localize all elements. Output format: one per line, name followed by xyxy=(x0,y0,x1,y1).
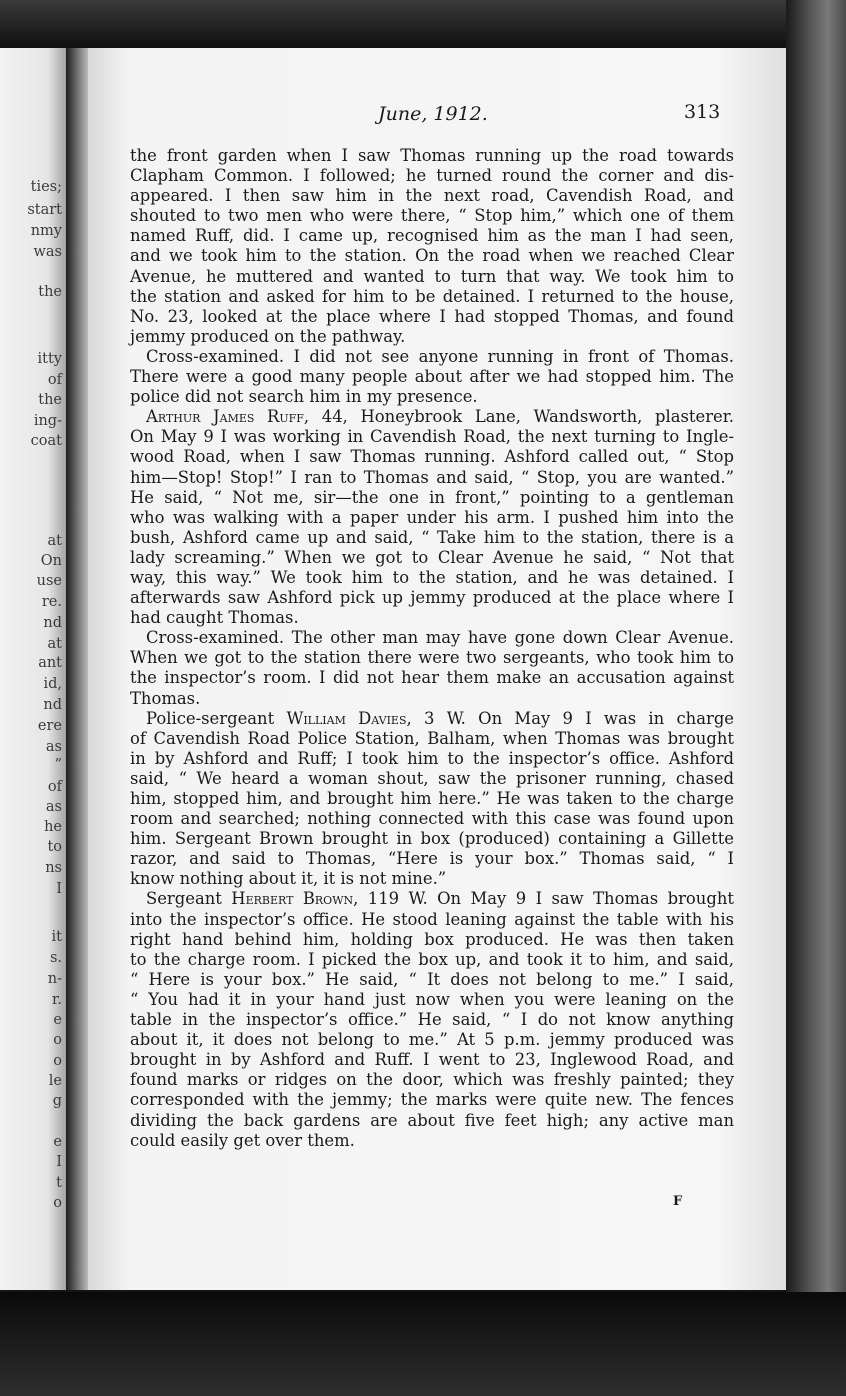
text-line: had caught Thomas. xyxy=(130,608,299,628)
text-line: He said, “ Not me, sir—the one in front,” pointing to a gentleman xyxy=(130,487,734,507)
facing-page-text-fragment: e xyxy=(53,1012,62,1028)
facing-page-text-fragment: at xyxy=(47,636,62,652)
text-line: into the inspector’s office. He stood leaning against the table with his xyxy=(130,909,734,929)
text-fragment: Sergeant xyxy=(146,889,222,909)
text-line: “ Here is your box.” He said, “ It does not belong to me.” I said, xyxy=(130,969,734,989)
facing-page-text-fragment: ” xyxy=(54,757,62,773)
witness-line xyxy=(130,407,734,427)
facing-page-text-fragment: use xyxy=(36,573,62,589)
witness-name: Arthur James Ruff, xyxy=(146,407,310,427)
text-line: the station and asked for him to be detained. I returned to the house, xyxy=(130,286,734,306)
facing-page-text-fragment: re. xyxy=(41,594,62,610)
text-line: police did not search him in my presence. xyxy=(130,387,478,407)
text-line: Cross-examined. The other man may have gone down Clear Avenue. xyxy=(146,628,734,648)
text-line: him. Sergeant Brown brought in box (produced) containing a Gillette xyxy=(130,829,734,849)
facing-page-text-fragment: e xyxy=(53,1134,62,1150)
facing-page-text-fragment: as xyxy=(45,739,62,755)
text-line: On May 9 I was working in Cavendish Road, the next turning to Ingle- xyxy=(130,427,734,447)
text-line: found marks or ridges on the door, which was freshly painted; they xyxy=(130,1070,734,1090)
facing-page-text-fragment: the xyxy=(38,392,62,408)
facing-page-text-fragment: o xyxy=(53,1195,62,1211)
text-line: razor, and said to Thomas, “Here is your box.” Thomas said, “ I xyxy=(130,849,734,869)
facing-page-text-fragment: start xyxy=(27,202,62,218)
facing-page-text-fragment: he xyxy=(44,819,62,835)
scanner-bottom-border xyxy=(0,1292,846,1396)
text-line: and we took him to the station. On the road when we reached Clear xyxy=(130,246,734,266)
facing-page-text-fragment: ing- xyxy=(33,413,62,429)
text-line: wood Road, when I saw Thomas running. Ashford called out, “ Stop xyxy=(130,447,734,467)
facing-page-text-fragment: of xyxy=(47,372,62,388)
text-line: dividing the back gardens are about five feet high; any active man xyxy=(130,1110,734,1130)
text-line: said, “ We heard a woman shout, saw the prisoner running, chased xyxy=(130,768,734,788)
text-line: way, this way.” We took him to the station, and he was detained. I xyxy=(130,567,734,587)
facing-page-text-fragment: ant xyxy=(38,655,62,671)
text-line: appeared. I then saw him in the next road, Cavendish Road, and xyxy=(130,186,734,206)
facing-page-text-fragment: it xyxy=(51,929,62,945)
facing-page-text-fragment: the xyxy=(38,284,62,300)
text-line: corresponded with the jemmy; the marks were quite new. The fences xyxy=(130,1090,734,1110)
text-fragment: Police-sergeant xyxy=(146,708,275,728)
facing-page-text-fragment: s. xyxy=(49,950,62,966)
facing-page-text-fragment: coat xyxy=(30,433,62,449)
text-line: shouted to two men who were there, “ Stop him,” which one of them xyxy=(130,206,734,226)
facing-page-text-fragment: of xyxy=(47,779,62,795)
text-line: brought in by Ashford and Ruff. I went to 23, Inglewood Road, and xyxy=(130,1050,734,1070)
witness-line xyxy=(130,889,734,909)
facing-page-text-fragment: nd xyxy=(43,615,62,631)
text-line: When we got to the station there were two sergeants, who took him to xyxy=(130,648,734,668)
witness-name: William Davies, xyxy=(286,708,412,728)
text-line: No. 23, looked at the place where I had stopped Thomas, and found xyxy=(130,306,734,326)
text-line: him—Stop! Stop!” I ran to Thomas and said, “ Stop, you are wanted.” xyxy=(130,467,734,487)
text-line: jemmy produced on the pathway. xyxy=(130,326,406,346)
facing-page-text-fragment: On xyxy=(40,553,62,569)
text-line: the inspector’s room. I did not hear them make an accusation against xyxy=(130,668,734,688)
facing-page-text-fragment: as xyxy=(45,799,62,815)
body-text xyxy=(130,146,734,1151)
signature-mark: F xyxy=(673,1194,683,1209)
text-line: Clapham Common. I followed; he turned round the corner and dis- xyxy=(130,166,734,186)
facing-page-edge xyxy=(0,48,68,1290)
facing-page-text-fragment: I xyxy=(56,881,62,897)
facing-page-text-fragment: o xyxy=(53,1053,62,1069)
facing-page-text-fragment: at xyxy=(47,533,62,549)
facing-page-text-fragment: n- xyxy=(47,971,62,987)
text-line: table in the inspector’s office.” He said, “ I do not know anything xyxy=(130,1010,734,1030)
scanner-right-border xyxy=(786,0,846,1396)
witness-line xyxy=(130,709,734,729)
facing-page-text-fragment: ere xyxy=(37,718,62,734)
text-line: There were a good many people about after we had stopped him. The xyxy=(130,367,734,387)
facing-page-text-fragment: t xyxy=(56,1175,62,1191)
facing-page-text-fragment: nd xyxy=(43,697,62,713)
running-head: June, 1912. xyxy=(378,103,488,125)
facing-page-text-fragment: ns xyxy=(45,860,62,876)
text-line: to the charge room. I picked the box up, and took it to him, and said, xyxy=(130,949,734,969)
text-line: Cross-examined. I did not see anyone running in front of Thomas. xyxy=(146,346,734,366)
text-fragment: 44, Honeybrook Lane, Wandsworth, plasterer. xyxy=(321,407,734,427)
facing-page-text-fragment: nmy xyxy=(30,223,62,239)
text-line: Thomas. xyxy=(130,688,201,708)
facing-page-text-fragment: to xyxy=(47,839,62,855)
text-line: the front garden when I saw Thomas running up the road towards xyxy=(130,146,734,165)
text-line: right hand behind him, holding box produced. He was then taken xyxy=(130,929,734,949)
facing-page-text-fragment: o xyxy=(53,1032,62,1048)
text-fragment: 119 W. On May 9 I saw Thomas brought xyxy=(367,889,734,909)
facing-page-text-fragment: g xyxy=(52,1093,62,1109)
facing-page-text-fragment: I xyxy=(56,1154,62,1170)
text-fragment: 3 W. On May 9 I was in charge xyxy=(424,708,735,728)
text-line: named Ruff, did. I came up, recognised him as the man I had seen, xyxy=(130,226,734,246)
facing-page-text-fragment: id, xyxy=(43,676,62,692)
page-number: 313 xyxy=(684,101,721,123)
text-line: who was walking with a paper under his arm. I pushed him into the xyxy=(130,507,734,527)
text-line: in by Ashford and Ruff; I took him to the inspector’s office. Ashford xyxy=(130,748,734,768)
facing-page-text-fragment: itty xyxy=(37,351,62,367)
facing-page-text-fragment: was xyxy=(33,244,62,260)
facing-page-text-fragment: ties; xyxy=(30,179,62,195)
witness-name: Herbert Brown, xyxy=(231,889,359,909)
text-line: about it, it does not belong to me.” At 5 p.m. jemmy produced was xyxy=(130,1030,734,1050)
text-line: “ You had it in your hand just now when you were leaning on the xyxy=(130,989,734,1009)
scanner-top-border xyxy=(0,0,846,52)
text-line: of Cavendish Road Police Station, Balham, when Thomas was brought xyxy=(130,728,734,748)
text-line: Avenue, he muttered and wanted to turn that way. We took him to xyxy=(130,266,734,286)
text-line: bush, Ashford came up and said, “ Take him to the station, there is a xyxy=(130,527,734,547)
text-line: know nothing about it, it is not mine.” xyxy=(130,869,447,889)
facing-page-text-fragment: r. xyxy=(52,992,62,1008)
text-line: afterwards saw Ashford pick up jemmy produced at the place where I xyxy=(130,588,734,608)
text-line: lady screaming.” When we got to Clear Avenue he said, “ Not that xyxy=(130,547,734,567)
text-line: room and searched; nothing connected with this case was found upon xyxy=(130,809,734,829)
facing-page-text-fragment: le xyxy=(48,1073,62,1089)
text-line: him, stopped him, and brought him here.” He was taken to the charge xyxy=(130,789,734,808)
text-line: could easily get over them. xyxy=(130,1130,355,1150)
